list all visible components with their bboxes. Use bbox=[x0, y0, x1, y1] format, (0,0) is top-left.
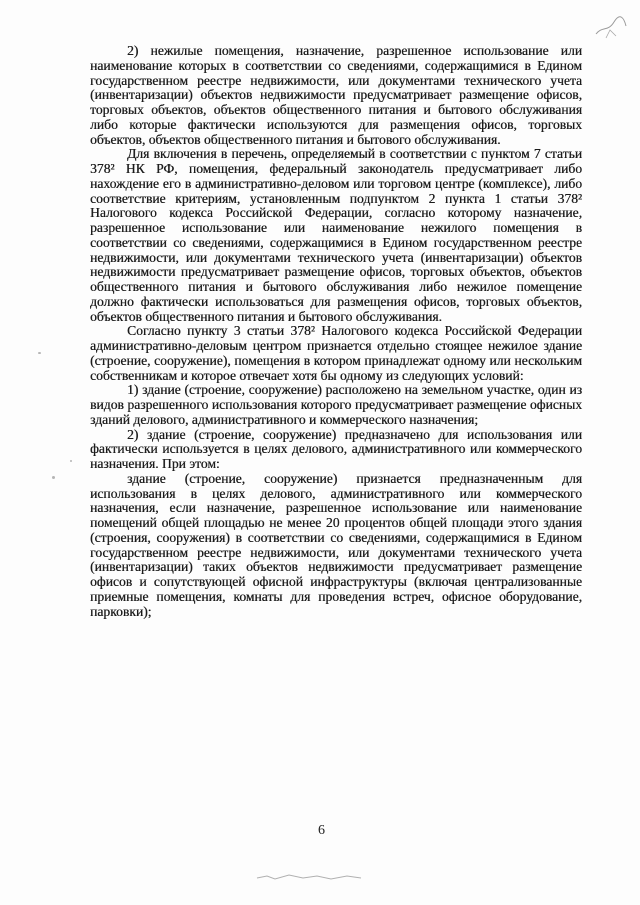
scan-mark-top-right bbox=[592, 12, 630, 42]
paragraph-inclusion-criteria: Для включения в перечень, определяемый в соответствии с пунктом 7 статьи 378² НК РФ, помещения, федеральный законодатель предусматривает либо нахождение его в административно-деловом или торговом центре (комплексе), либо соответствие критериям, установленным подпунктом 2 пункта 1 статьи 378² Налогового кодекса Российской Федерации, согласно которому назначение, разрешенное использование или наименование нежилого помещения в соответствии со сведениями, содержащимися в Едином государственном реестре недвижимости, или документами технического учета (инвентаризации) объектов недвижимости предусматривает размещение офисов, торговых объектов, объектов общественного питания и бытового обслуживания либо нежилое помещение должно фактически использоваться для размещения офисов, торговых объектов, объектов общественного питания и бытового обслуживания. bbox=[90, 146, 582, 324]
paragraph-business-center-definition: Согласно пункту 3 статьи 378² Налогового кодекса Российской Федерации административно-деловым центром признается отдельно стоящее нежилое здание (строение, сооружение), помещения в котором принадлежат одному или нескольким собственникам и которое отвечает хотя бы одному из следующих условий: bbox=[90, 323, 582, 383]
document-body bbox=[90, 44, 582, 619]
paragraph-condition-purpose: 2) здание (строение, сооружение) предназначено для использования или фактически используется в целях делового, административного или коммерческого назначения. При этом: bbox=[90, 426, 582, 471]
scan-speck bbox=[38, 352, 41, 354]
scan-speck bbox=[52, 476, 55, 479]
paragraph-condition-land-plot: 1) здание (строение, сооружение) расположено на земельном участке, один из видов разрешенного использования которого предусматривает размещение офисных зданий делового, административного и коммерческого назначения; bbox=[90, 382, 582, 427]
paragraph-non-residential-premises: 2) нежилые помещения, назначение, разрешенное использование или наименование которых в соответствии со сведениями, содержащимися в Едином государственном реестре недвижимости, или документами технического учета (инвентаризации) объектов недвижимости предусматривает размещение офисов, торговых объектов, объектов общественного питания и бытового обслуживания либо которые фактически используются для размещения офисов, торговых объектов, объектов общественного питания и бытового обслуживания. bbox=[90, 43, 582, 147]
scan-mark-bottom bbox=[255, 870, 365, 884]
page-number: 6 bbox=[318, 823, 325, 838]
paragraph-purpose-criteria: здание (строение, сооружение) признается предназначенным для использования в целях делового, административного или коммерческого назначения, если назначение, разрешенное использование или наименование помещений общей площадью не менее 20 процентов общей площади этого здания (строения, сооружения) в соответствии со сведениями, содержащимися в Едином государственном реестре недвижимости, или документами технического учета (инвентаризации) таких объектов недвижимости предусматривает размещение офисов и сопутствующей офисной инфраструктуры (включая централизованные приемные помещения, комнаты для проведения встреч, офисное оборудование, парковки); bbox=[90, 470, 582, 619]
scan-speck bbox=[70, 460, 72, 462]
